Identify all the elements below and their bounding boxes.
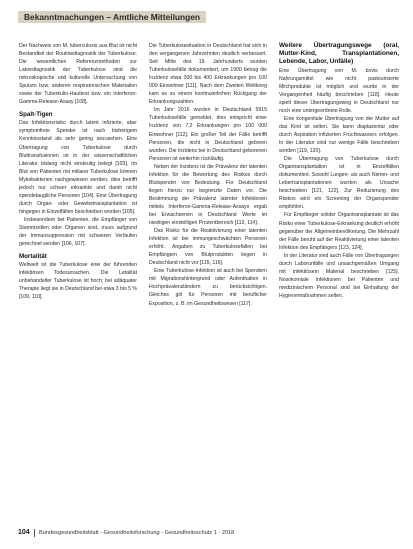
- body-paragraph: Das Infektionsrisiko durch latent infizierte, aber symptomfreie Spender ist nach bisherigem Kenntnisstand als sehr gering anzusehen. Eine Übertragung von Tuberkulose durch Bluttransfusionen ist in der wissenschaftlichen Literatur bislang nicht eindeutig belegt [103]. Im Blut von Patienten mit miliarer Tuberkulose können Mykobakterien nachgewiesen werden, dies betrifft jedoch nur schwer erkrankte und damit nicht spendetaugliche Personen [104]. Eine Übertragung durch Organ- oder Gewebetransplantation ist hingegen in Einzelfällen beschrieben worden [105].: [19, 120, 137, 215]
- page-number: 104: [18, 529, 30, 536]
- text-column-1: [19, 42, 137, 301]
- body-paragraph: Die Tuberkulosesituation in Deutschland hat sich in den vergangenen Jahrzehnten deutlich verbessert. Seit Mitte des 19. Jahrhunderts wurden Tuberkulosefälle dokumentiert, um 1900 betrug die Inzidenz etwa 300 bis 400 Erkrankungen pro 100 000 Einwohner [111]. Nach dem Zweiten Weltkrieg kam es zu einem kontinuierlichen Rückgang der Erkrankungszahlen.: [149, 43, 267, 106]
- text-column-3: [279, 42, 399, 300]
- body-paragraph: Eine Tuberkulose-Infektion ist auch bei Spendern mit Migrationshintergrund oder Aufenthalten in Hochprävalenzländern zu berücksichtigen. Gleiches gilt für Personen mit beruflicher Exposition, z. B. im Gesundheitswesen [117].: [149, 268, 267, 307]
- section-heading: Weitere Übertragungswege (oral, Mutter-Kind, Transplantationen, Lebende, Labor, Unfälle): [279, 42, 399, 66]
- body-paragraph: Eine Übertragung von M. bovis durch Nahrungsmittel wie nicht pasteurisierte Milchprodukte ist möglich und wurde in der Vergangenheit häufig beschrieben [118]. Heute spielt dieser Übertragungsweg in Deutschland nur noch eine untergeordnete Rolle.: [279, 67, 399, 114]
- page-footer: [18, 528, 398, 538]
- footer-divider: [34, 529, 35, 537]
- page-header: [0, 0, 413, 30]
- intro-paragraph: Der Nachweis von M. tuberculosis aus Blut ist nicht Bestandteil der Routinediagnostik der Tuberkulose. Die wesentlichen Referenzmethoden zur Labordiagnostik der Tuberkulose sind die mikroskopische und kulturelle Untersuchung von Sputum bzw. anderen respiratorischen Materialien sowie der Tuberkulin-Hauttest bzw. ein Interferon-Gamma-Release-Assay [108].: [19, 43, 137, 106]
- section-heading: Spalt-Tigen: [19, 111, 53, 119]
- body-paragraph: Weltweit ist die Tuberkulose eine der führenden infektiösen Todesursachen. Die Letalität unbehandelter Tuberkulose ist hoch; bei adäquater Therapie liegt sie in Deutschland bei etwa 3 bis 5 % [109, 110].: [19, 262, 137, 301]
- body-paragraph: Im Jahr 2016 wurden in Deutschland 5915 Tuberkulosefälle gemeldet, dies entspricht einer Inzidenz von 7,2 Erkrankungen pro 100 000 Einwohner [112]. Ein großer Teil der Fälle betrifft Personen, die nicht in Deutschland geboren wurden. Die Inzidenz bei in Deutschland geborenen Personen ist weiterhin rückläufig.: [149, 107, 267, 162]
- section-heading: Mortalität: [19, 253, 47, 261]
- body-paragraph: Das Risiko für die Reaktivierung einer latenten Infektion ist bei immungeschwächten Personen erhöht. Angaben zu Tuberkulosefällen bei Empfängern von Blutprodukten liegen in Deutschland nicht vor [115, 116].: [149, 228, 267, 267]
- section-tag: Bekanntmachungen – Amtliche Mitteilungen: [18, 11, 206, 23]
- text-column-2: [149, 42, 267, 308]
- body-paragraph: Neben der Inzidenz ist die Prävalenz der latenten Infektion für die Bewertung des Risikos durch Blutspender von Bedeutung. Für Deutschland liegen hierzu nur begrenzte Daten vor. Die Bestimmung der Prävalenz latenter Infektionen mittels Interferon-Gamma-Release-Assays ergab bei Erwachsenen in Deutschland Werte im niedrigen einstelligen Prozentbereich [113, 114].: [149, 163, 267, 227]
- body-paragraph: Die Übertragung von Tuberkulose durch Organtransplantation ist in Einzelfällen dokumentiert. Sowohl Lungen- als auch Nieren- und Lebertransplantationen wurden als Ursache beschrieben [121, 122]. Zur Reduzierung des Risikos wird ein Screening der Organspender empfohlen.: [279, 156, 399, 211]
- body-paragraph: Insbesondere bei Patienten, die Empfänger von Stammzellen oder Organen sind, muss aufgrund der Immunsuppression mit schweren Verläufen gerechnet werden [106, 107].: [19, 216, 137, 248]
- body-paragraph: Für Empfänger solider Organtransplantate ist das Risiko einer Tuberkulose-Erkrankung deutlich erhöht gegenüber der Allgemeinbevölkerung. Die Mehrzahl der Fälle beruht auf der Reaktivierung einer latenten Infektion des Empfängers [123, 124].: [279, 212, 399, 251]
- body-paragraph: In der Literatur sind auch Fälle von Übertragungen durch Laborunfälle und unsachgemäßen Umgang mit infektiösem Material beschrieben [125]. Nosokomiale Infektionen bei Patienten und medizinischem Personal sind bei Einhaltung der Hygienemaßnahmen selten.: [279, 252, 399, 299]
- journal-citation: Bundesgesundheitsblatt - Gesundheitsforschung - Gesundheitsschutz 1 · 2018: [39, 530, 235, 536]
- body-paragraph: Eine kongenitale Übertragung von der Mutter auf das Kind ist selten. Sie kann diaplazentar oder durch Aspiration infizierten Fruchtwassers erfolgen. In der Literatur sind nur wenige Fälle beschrieben worden [119, 120].: [279, 115, 399, 155]
